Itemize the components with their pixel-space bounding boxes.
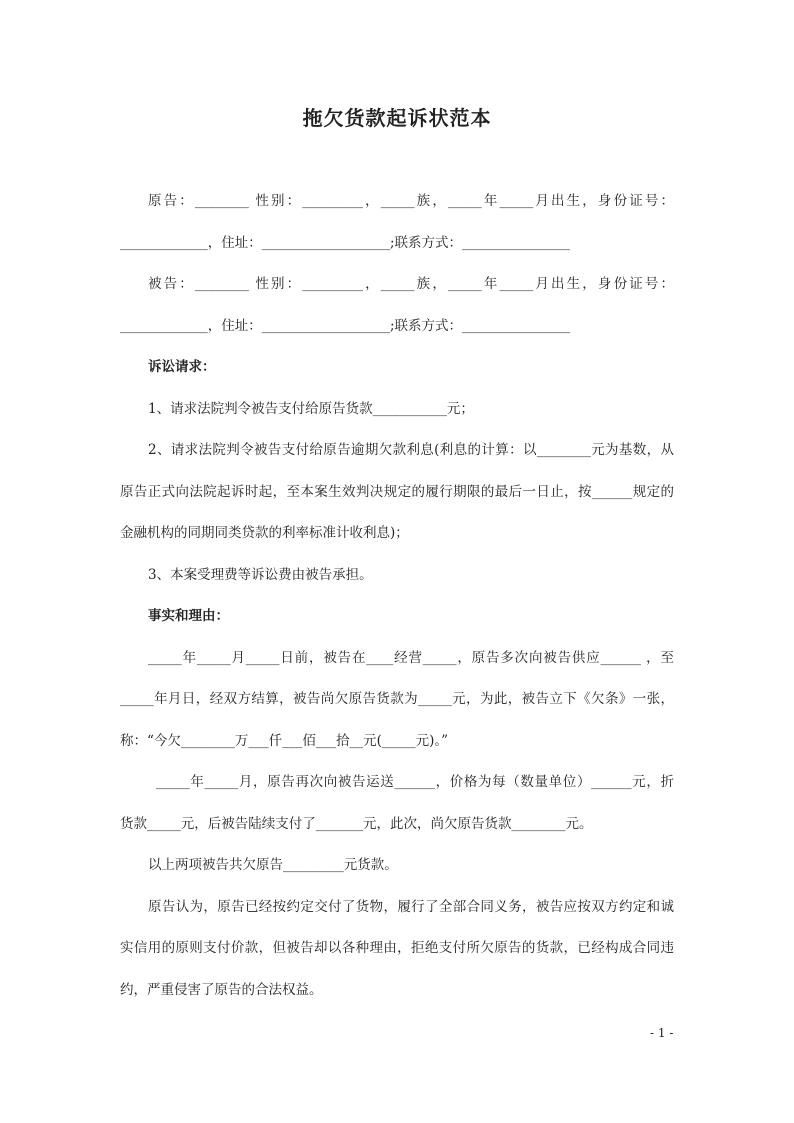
- text-line: 2、请求法院判令被告支付给原告逾期欠款利息(利息的计算：以________元为基数，从: [148, 442, 674, 458]
- text-line: 1、请求法院判令被告支付给原告货款___________元；: [148, 400, 474, 417]
- text-line: _____________，住址：___________________;联系方式：________________: [120, 317, 571, 334]
- text-line: 货款_____元，后被告陆续支付了_______元，此次，尚欠原告货款________元。: [120, 815, 593, 832]
- text-line: 3、本案受理费等诉讼费由被告承担。: [148, 566, 373, 583]
- text-line: 金融机构的同期同类贷款的利率标准计收利息)；: [120, 525, 409, 541]
- section-heading: 事实和理由：: [148, 608, 229, 624]
- text-line: 被告：________ 性别：_________，_____族，_____年_____月出生，身份证号：: [148, 276, 674, 292]
- text-line: _____年月日，经双方结算，被告尚欠原告货款为_____元，为此，被告立下《欠条》一张，: [120, 691, 674, 707]
- text-line: _____________，住址：___________________;联系方式：________________: [120, 234, 571, 251]
- text-line: 原告正式向法院起诉时起，至本案生效判决规定的履行期限的最后一日止，按______规定的: [120, 483, 674, 500]
- text-line: 以上两项被告共欠原告_________元货款。: [148, 857, 398, 873]
- text-line: 称：“今欠________万___仟___佰___拾__元(_____元)。”: [120, 732, 449, 749]
- document-title: 拖欠货款起诉状范本: [302, 106, 492, 130]
- document-body: [120, 181, 674, 1011]
- section-heading: 诉讼请求：: [148, 359, 216, 375]
- text-line: 约，严重侵害了原告的合法权益。: [120, 981, 323, 998]
- page-number: - 1 -: [650, 1026, 674, 1040]
- text-line: 原告认为，原告已经按约定交付了货物，履行了全部合同义务，被告应按双方约定和诚: [148, 898, 674, 915]
- text-line: 实信用的原则支付价款，但被告却以各种理由，拒绝支付所欠原告的货款，已经构成合同违: [120, 940, 674, 956]
- text-line: _____年_____月_____日前，被告在____经营_____，原告多次向被告供应______ ，至: [148, 649, 674, 666]
- text-line: _____年_____月，原告再次向被告运送______，价格为每（数量单位）______元，折: [156, 774, 674, 790]
- text-line: 原告：________ 性别：_________，_____族，_____年_____月出生，身份证号：: [148, 193, 674, 209]
